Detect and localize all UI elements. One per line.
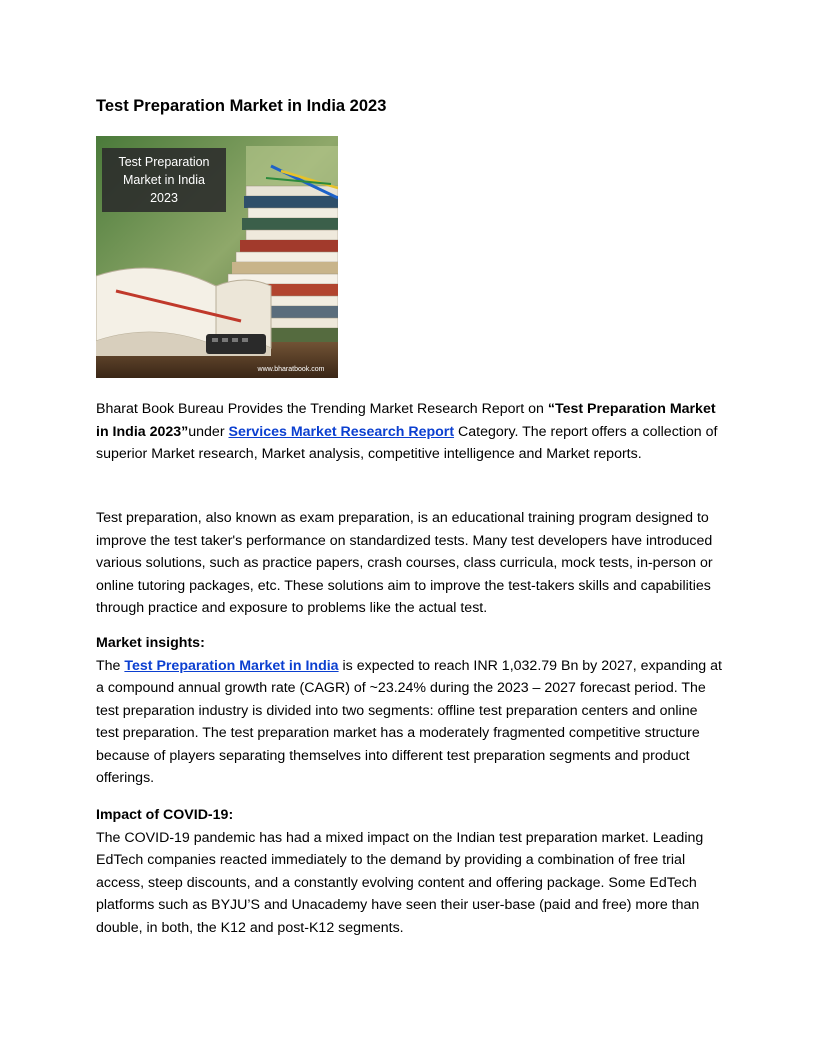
covid-section — [96, 804, 724, 939]
cover-title-line1: Test Preparation — [118, 155, 210, 169]
report-name: “Test Preparation Market in India 2023” — [96, 401, 716, 440]
cover-image — [96, 136, 338, 378]
cover-title-line2: Market in India — [123, 173, 205, 187]
intro-under: under — [188, 423, 229, 440]
covid-heading: Impact of COVID-19: — [96, 807, 234, 823]
calculator — [206, 334, 266, 354]
category-link[interactable]: Services Market Research Report — [228, 423, 455, 440]
page-title: Test Preparation Market in India 2023 — [96, 97, 387, 115]
definition-paragraph: Test preparation, also known as exam preparation, is an educational training program designed to improve the test taker's performance on standardized tests. Many test developers have introduced various solutions, such as practice papers, crash courses, class curricula, mock tests, in-person or online tutoring packages, etc. These solutions aim to improve the test-takers skills and capabilities through practice and exposure to problems like the actual test. — [96, 510, 713, 616]
market-insights-heading: Market insights: — [96, 635, 205, 651]
intro-tail: Category. The report offers a collection of superior Market research, Market analysis, competitive intelligence and Market reports. — [96, 423, 718, 462]
intro-paragraph — [96, 398, 724, 466]
cover-title-line3: 2023 — [150, 191, 178, 205]
market-insights-text: is expected to reach INR 1,032.79 Bn by 2027, expanding at a compound annual growth rate (CAGR) of ~23.24% during the 2023 – 2027 forecast period. The test preparation industry is divided into two segments: offline test preparation centers and online test preparation. The test preparation market has a moderately fragmented competitive structure because of players separating themselves into different test preparation segments and product offerings. — [96, 657, 722, 786]
market-insights-section — [96, 632, 724, 790]
covid-text: The COVID-19 pandemic has had a mixed impact on the Indian test preparation market. Leading EdTech companies reacted immediately to the demand by providing a combination of free trial access, steep discounts, and a constantly evolving content and offering package. Some EdTech platforms such as BYJU’S and Unacademy have seen their user-base (paid and free) more than double, in both, the K12 and post-K12 segments. — [96, 829, 704, 936]
cover-watermark: www.bharatbook.com — [257, 366, 325, 373]
market-insights-lead: The — [96, 657, 125, 674]
intro-lead: Bharat Book Bureau Provides the Trending Market Research Report on — [96, 401, 548, 417]
market-link[interactable]: Test Preparation Market in India — [124, 657, 339, 674]
